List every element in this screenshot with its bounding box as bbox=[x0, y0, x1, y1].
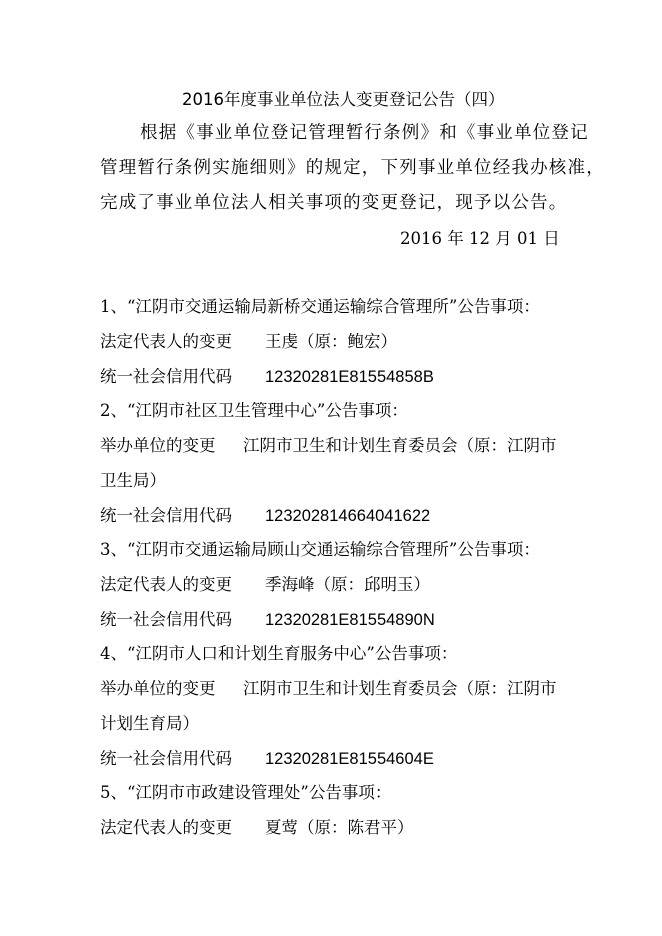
intro-line-2: 管理暂行条例实施细则》的规定，下列事业单位经我办核准， bbox=[100, 158, 605, 178]
entry-2-heading: 2、“江阴市社区卫生管理中心”公告事项： bbox=[100, 401, 408, 420]
announcement-date: 2016 年 12 月 01 日 bbox=[400, 229, 560, 248]
entry-2-change-label: 举办单位的变更 bbox=[100, 436, 216, 455]
entry-3-change-label: 法定代表人的变更 bbox=[100, 575, 232, 594]
entry-1-change-label: 法定代表人的变更 bbox=[100, 332, 232, 351]
entry-1-code-value: 12320281E81554858B bbox=[265, 368, 434, 386]
intro-line-3: 完成了事业单位法人相关事项的变更登记，现予以公告。 bbox=[100, 193, 568, 213]
entry-2-change-value: 江阴市卫生和计划生育委员会（原：江阴市 bbox=[243, 436, 557, 455]
entry-5-change-label: 法定代表人的变更 bbox=[100, 818, 232, 837]
entry-4-code-label: 统一社会信用代码 bbox=[100, 749, 232, 768]
entry-4-heading: 4、“江阴市人口和计划生育服务中心”公告事项： bbox=[100, 644, 458, 663]
entry-4-code-value: 12320281E81554604E bbox=[265, 750, 434, 768]
entry-3-code-value: 12320281E81554890N bbox=[265, 611, 435, 629]
entry-1-code-label: 统一社会信用代码 bbox=[100, 367, 232, 386]
entry-3-change-value: 季海峰（原：邱明玉） bbox=[265, 575, 430, 594]
entry-4-change-label: 举办单位的变更 bbox=[100, 679, 216, 698]
entry-2-code-label: 统一社会信用代码 bbox=[100, 506, 232, 525]
entry-1-heading: 1、“江阴市交通运输局新桥交通运输综合管理所”公告事项： bbox=[100, 297, 540, 316]
entry-5-change-value: 夏莺（原：陈君平） bbox=[265, 818, 414, 837]
entry-5-heading: 5、“江阴市市政建设管理处”公告事项： bbox=[100, 783, 392, 802]
entry-4-change-value-cont: 计划生育局） bbox=[100, 714, 199, 733]
entry-3-heading: 3、“江阴市交通运输局顾山交通运输综合管理所”公告事项： bbox=[100, 540, 540, 559]
entry-2-code-value: 123202814664041622 bbox=[265, 507, 431, 525]
intro-line-1: 根据《事业单位登记管理暂行条例》和《事业单位登记 bbox=[140, 123, 589, 143]
entry-3-code-label: 统一社会信用代码 bbox=[100, 610, 232, 629]
entry-1-change-value: 王虔（原：鲍宏） bbox=[265, 332, 397, 351]
page-title: 2016年度事业单位法人变更登记公告（四） bbox=[182, 90, 505, 109]
entry-2-change-value-cont: 卫生局） bbox=[100, 471, 166, 490]
entry-4-change-value: 江阴市卫生和计划生育委员会（原：江阴市 bbox=[243, 679, 557, 698]
